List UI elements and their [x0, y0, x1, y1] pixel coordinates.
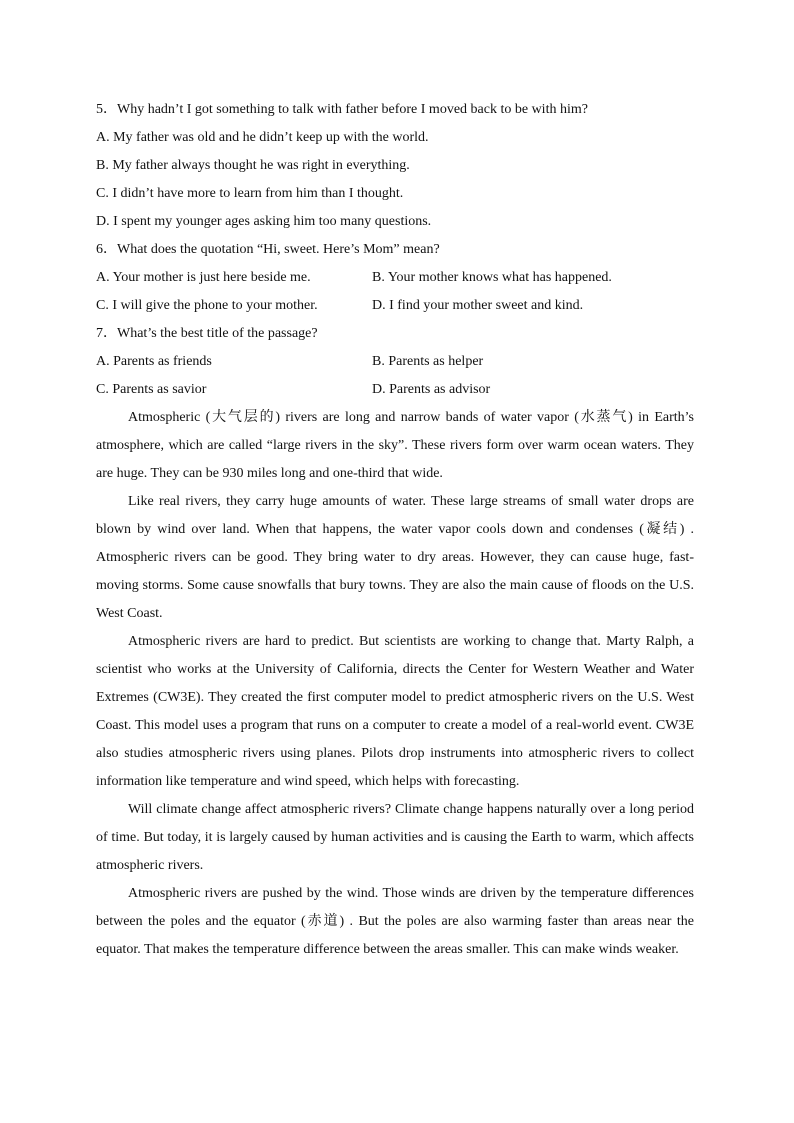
question-5-option-a: A. My father was old and he didn’t keep up with the world.: [96, 130, 429, 145]
question-7-option-c: C. Parents as savior: [96, 382, 207, 397]
passage-paragraph-3: Atmospheric rivers are hard to predict. But scientists are working to change that. Marty Ralph, a scientist who works at the University of California, directs the Center for Western Weather and Water Extremes (CW3E). They created the first computer model to predict atmospheric rivers on the U.S. West Coast. This model uses a program that runs on a computer to create a model of a real-world event. CW3E also studies atmospheric rivers using planes. Pilots drop instruments into atmospheric rivers to collect information like temperature and wind speed, which helps with forecasting.: [96, 634, 694, 789]
passage-paragraph-2: Like real rivers, they carry huge amounts of water. These large streams of small water drops are blown by wind over land. When that happens, the water vapor cools down and condenses (凝结) . Atmospheric rivers can be good. They bring water to dry areas. However, they can cause huge, fast-moving storms. Some cause snowfalls that bury towns. They are also the main cause of floods on the U.S. West Coast.: [96, 494, 694, 621]
passage-paragraph-1: Atmospheric (大气层的) rivers are long and narrow bands of water vapor (水蒸气) in Earth’s atmosphere, which are called “large rivers in the sky”. These rivers form over warm ocean waters. They are huge. They can be 930 miles long and one-third that wide.: [96, 410, 694, 481]
question-7-option-b: B. Parents as helper: [372, 354, 484, 369]
question-5-option-c: C. I didn’t have more to learn from him than I thought.: [96, 186, 404, 201]
question-6-option-b: B. Your mother knows what has happened.: [372, 270, 612, 285]
question-6-stem: 6．What does the quotation “Hi, sweet. Here’s Mom” mean?: [96, 242, 440, 257]
question-6-options-row-1: [96, 264, 694, 292]
question-6-option-a: A. Your mother is just here beside me.: [96, 270, 311, 285]
question-5-option-b: B. My father always thought he was right in everything.: [96, 158, 410, 173]
question-5-stem: 5．Why hadn’t I got something to talk with father before I moved back to be with him?: [96, 102, 588, 117]
question-6-option-c: C. I will give the phone to your mother.: [96, 298, 318, 313]
question-7-option-a: A. Parents as friends: [96, 354, 212, 369]
question-6-option-d: D. I find your mother sweet and kind.: [372, 298, 584, 313]
question-7-options-row-2: [96, 376, 694, 404]
document-content: [96, 96, 694, 964]
question-7-option-d: D. Parents as advisor: [372, 382, 491, 397]
passage: [96, 404, 694, 964]
passage-paragraph-4: Will climate change affect atmospheric rivers? Climate change happens naturally over a long period of time. But today, it is largely caused by human activities and is causing the Earth to warm, which affects atmospheric rivers.: [96, 802, 694, 873]
question-6-options-row-2: [96, 292, 694, 320]
question-5-option-d: D. I spent my younger ages asking him too many questions.: [96, 214, 432, 229]
question-7-stem: 7．What’s the best title of the passage?: [96, 326, 318, 341]
question-7-options-row-1: [96, 348, 694, 376]
passage-paragraph-5: Atmospheric rivers are pushed by the wind. Those winds are driven by the temperature differences between the poles and the equator (赤道) . But the poles are also warming faster than areas near the equator. That makes the temperature difference between the areas smaller. This can make winds weaker.: [96, 886, 694, 957]
